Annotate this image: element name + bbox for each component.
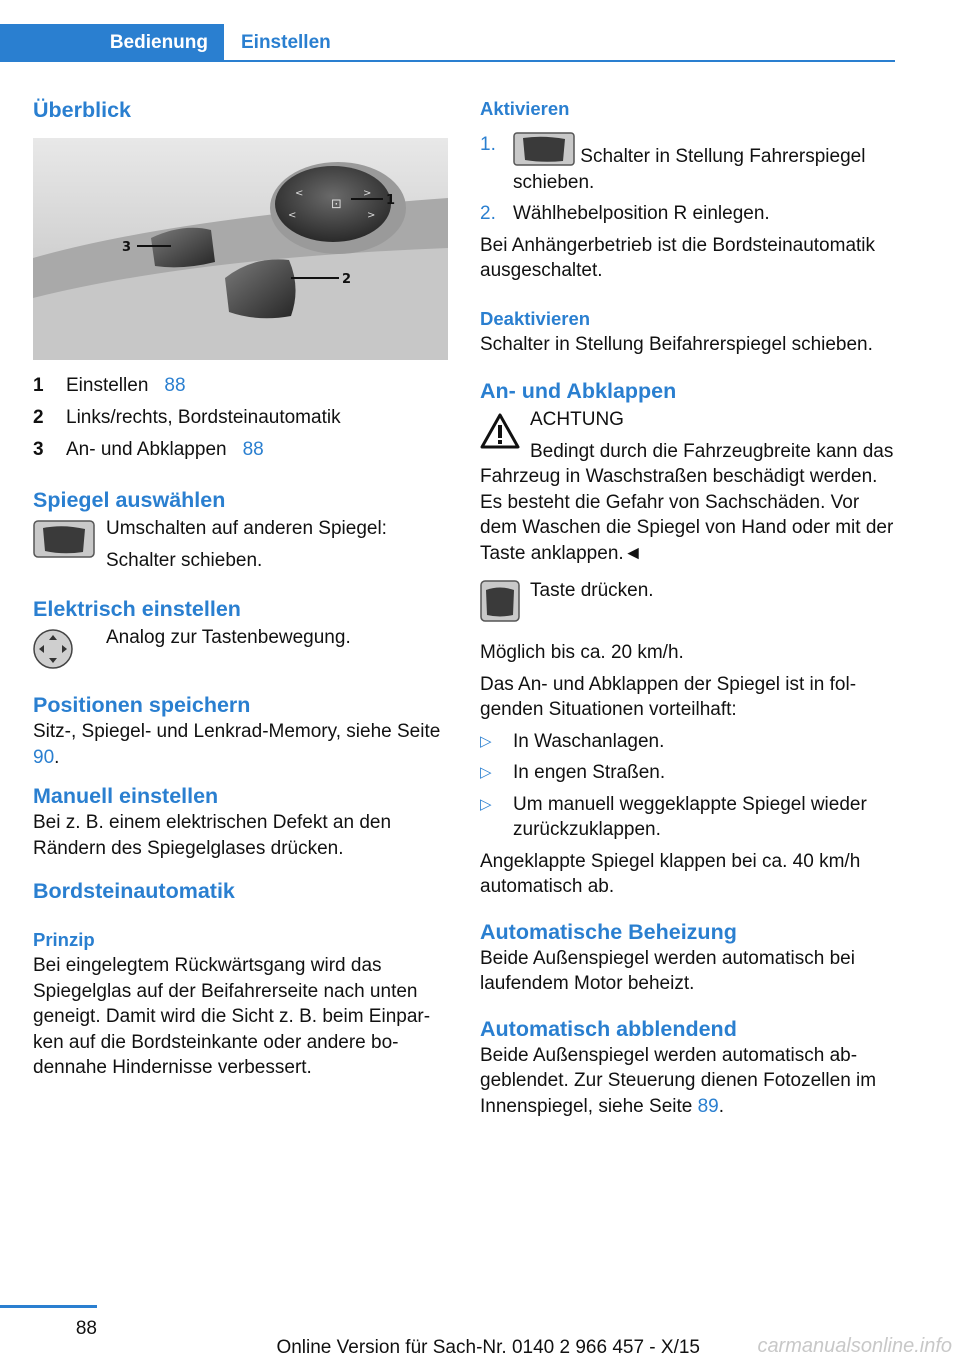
select-mirror-line-2: Schalter schieben. — [106, 549, 263, 571]
save-positions-heading: Positionen speichern — [33, 693, 251, 717]
photo-legend — [33, 370, 451, 466]
step-number: 1. — [480, 134, 496, 155]
warning-block — [480, 407, 900, 566]
principle-heading: Prinzip — [33, 929, 95, 950]
bullet-triangle-icon: ▷ — [480, 732, 492, 750]
dimming-heading: Automatisch abblendend — [480, 1016, 737, 1041]
electric-adjust-heading: Elektrisch einstellen — [33, 597, 241, 621]
mirror-control-photo — [33, 138, 448, 360]
bullet-triangle-icon: ▷ — [480, 764, 492, 781]
four-way-pad-icon — [33, 629, 73, 669]
mirror-switch-icon — [513, 132, 575, 166]
trailer-text: Bei Anhängerbetrieb ist die Bordsteinautomatik ausgeschaltet. — [480, 234, 876, 281]
right-column — [480, 96, 900, 1119]
warning-triangle-icon — [480, 413, 520, 449]
page-number: 88 — [75, 1318, 97, 1339]
activate-heading: Aktivieren — [480, 98, 570, 119]
activate-steps — [480, 132, 900, 227]
legend-text: Links/rechts, Bordsteinautomatik — [66, 407, 341, 428]
advantage-text: Das An- und Abklappen der Spiegel ist in folgenden Situationen vorteilhaft: — [480, 673, 857, 720]
deactivate-heading: Deaktivieren — [480, 307, 591, 329]
svg-text:<: < — [288, 210, 297, 221]
callout-2: 2 — [342, 272, 352, 287]
bullet-triangle-icon: ▷ — [480, 795, 492, 813]
warning-label: ACHTUNG — [530, 409, 624, 430]
legend-text: Einstellen — [66, 375, 149, 396]
watermark: carmanualsonline.info — [757, 1335, 952, 1357]
svg-text:⊡: ⊡ — [331, 197, 342, 212]
legend-text: An- und Abklappen — [66, 439, 227, 460]
left-column — [33, 96, 451, 1081]
select-mirror-block — [33, 516, 451, 573]
fold-button-icon — [480, 580, 520, 622]
legend-item — [33, 370, 451, 402]
overview-heading: Überblick — [33, 98, 131, 122]
select-mirror-line-1: Umschalten auf anderen Spiegel: — [106, 518, 387, 539]
legend-number: 2 — [33, 407, 44, 428]
list-item: ▷ In Waschanlagen. — [480, 729, 900, 755]
step-text: Schalter in Stellung Fahrerspiegel schieben. — [513, 146, 866, 193]
chapter-tab-bar — [0, 24, 895, 62]
deactivate-text: Schalter in Stellung Beifahrerspiegel schieben. — [480, 333, 873, 355]
dimming-text: Beide Außenspiegel werden automatisch abgeblendet. Zur Steuerung dienen Fotozellen im Innenspiegel, siehe Seite 89. — [480, 1044, 877, 1117]
legend-number: 1 — [33, 375, 44, 396]
footer-accent-bar — [0, 1305, 97, 1308]
legend-page-link[interactable]: 88 — [242, 439, 264, 460]
tab-einstellen[interactable]: Einstellen — [241, 32, 331, 53]
list-item: ▷ Um manuell weggeklappte Spiegel wieder zurückzuklappen. — [480, 792, 900, 843]
fold-button-block — [480, 578, 900, 634]
step-text: Wählhebelposition R einlegen. — [513, 203, 770, 224]
legend-item — [33, 434, 451, 466]
manual-adjust-heading: Manuell einstellen — [33, 784, 219, 808]
svg-text:<: < — [295, 188, 304, 199]
select-mirror-heading: Spiegel auswählen — [33, 488, 226, 512]
tab-bedienung[interactable]: Bedienung — [0, 24, 224, 60]
heating-heading: Automatische Beheizung — [480, 919, 737, 944]
step-number: 2. — [480, 203, 496, 224]
legend-page-link[interactable]: 88 — [164, 375, 186, 396]
manual-adjust-text: Bei z. B. einem elektrischen Defekt an den Rändern des Spiegelglases drücken. — [33, 812, 392, 859]
step-item — [480, 132, 900, 195]
press-button-text: Taste drücken. — [530, 580, 654, 601]
electric-adjust-text: Analog zur Tastenbewegung. — [106, 627, 351, 648]
legend-item — [33, 402, 451, 434]
step-item — [480, 201, 900, 227]
memory-page-link[interactable]: 90 — [33, 746, 55, 768]
speed-limit-text: Möglich bis ca. 20 km/h. — [480, 642, 684, 663]
curb-automatic-heading: Bordsteinautomatik — [33, 879, 235, 903]
list-item: ▷ In engen Straßen. — [480, 760, 900, 786]
callout-1: 1 — [386, 193, 396, 208]
callout-3: 3 — [122, 240, 132, 255]
situations-list — [480, 729, 900, 843]
principle-text: Bei eingelegtem Rückwärtsgang wird das Spiegelglas auf der Beifahrerseite nach unten geneigt. Damit wird die Sicht z. B. beim Einparken auf die Bordsteinkante oder andere bodennahe Hindernisse verbessert. — [33, 955, 431, 1078]
heating-text: Beide Außenspiegel werden automatisch bei laufendem Motor beheizt. — [480, 947, 855, 994]
mirror-switch-icon — [33, 520, 95, 558]
warning-text: Bedingt durch die Fahrzeugbreite kann das Fahrzeug in Waschstraßen beschädigt werden. Es besteht die Gefahr von Sachschäden. Vor dem Waschen die Spiegel von Hand oder mit der Taste anklappen.◄ — [480, 440, 894, 564]
electric-adjust-block — [33, 625, 451, 681]
legend-number: 3 — [33, 439, 44, 460]
online-version-text: Online Version für Sach-Nr. 0140 2 966 457 - X/15 — [276, 1337, 700, 1358]
folded-auto-text: Angeklappte Spiegel klappen bei ca. 40 km/h automatisch ab. — [480, 850, 861, 897]
svg-text:>: > — [367, 210, 376, 221]
dimming-page-link[interactable]: 89 — [697, 1095, 719, 1117]
svg-text:>: > — [363, 188, 372, 199]
fold-heading: An- und Abklappen — [480, 379, 677, 403]
save-positions-text: Sitz-, Spiegel- und Lenkrad-Memory, siehe Seite 90. — [33, 721, 441, 768]
